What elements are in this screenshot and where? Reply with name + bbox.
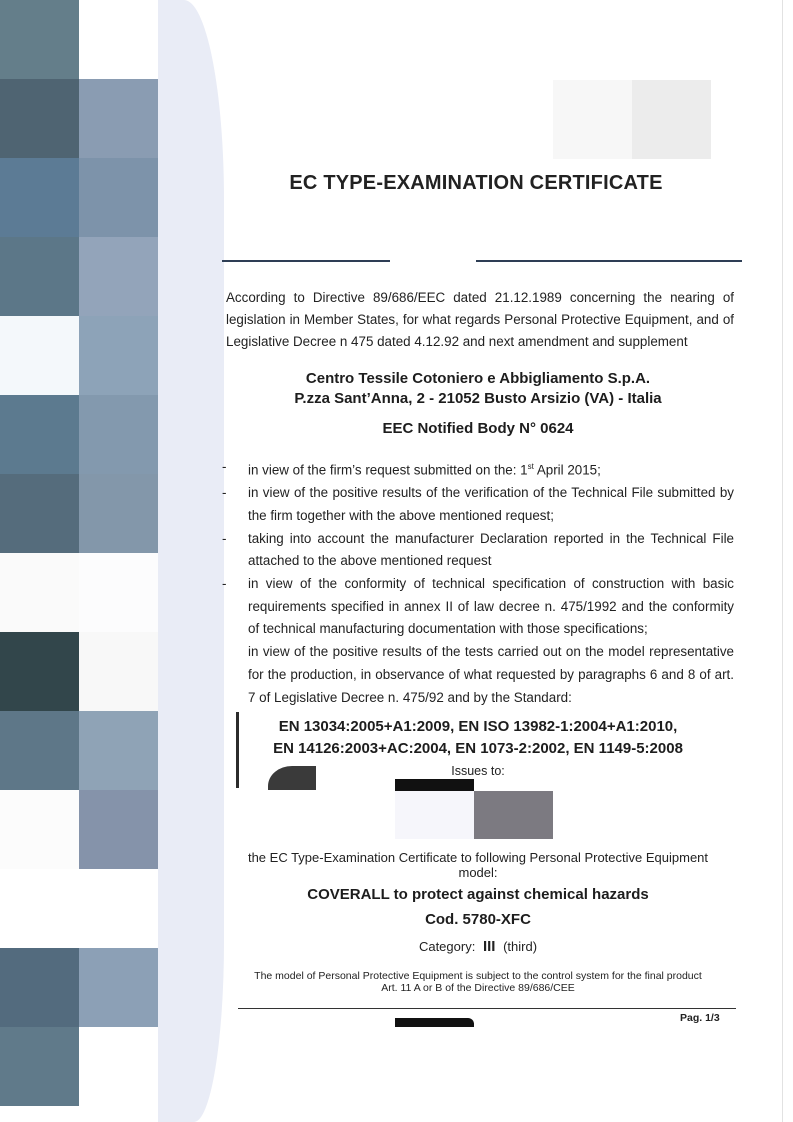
- clause-item: [222, 528, 734, 573]
- category-label: Category:: [418, 939, 476, 954]
- mosaic-tile: [79, 395, 158, 474]
- mosaic-tile: [0, 474, 79, 553]
- clause-dash: -: [222, 575, 227, 591]
- certificate-title: EC TYPE-EXAMINATION CERTIFICATE: [289, 172, 663, 194]
- clause-list: [222, 456, 734, 709]
- redaction-block: [395, 791, 474, 839]
- clause-item: [222, 482, 734, 527]
- mosaic-tile: [79, 316, 158, 395]
- mosaic-tile: [0, 869, 79, 948]
- category-line: [240, 938, 716, 955]
- standards-list: [240, 716, 716, 760]
- mosaic-tile: [79, 790, 158, 869]
- mosaic-tile: [0, 711, 79, 790]
- mosaic-tile: [0, 553, 79, 632]
- mosaic-tile: [79, 79, 158, 158]
- notified-body: EEC Notified Body N° 0624: [382, 420, 574, 437]
- standards-line: EN 13034:2005+A1:2009, EN ISO 13982-1:2004+A1:2010,: [278, 718, 678, 735]
- control-system-note: [236, 970, 720, 994]
- redaction-block: [632, 80, 711, 159]
- mosaic-tile: [0, 316, 79, 395]
- mosaic-tile: [0, 632, 79, 711]
- redaction-block: [395, 1018, 474, 1027]
- clause-text: April 2015;: [533, 462, 601, 478]
- mosaic-tile: [79, 237, 158, 316]
- mosaic-tile: [0, 1027, 79, 1106]
- mosaic-tile: [0, 79, 79, 158]
- title-rule-right: [476, 260, 742, 262]
- mosaic-tile: [79, 1027, 158, 1106]
- mosaic-tile: [0, 790, 79, 869]
- product-name: COVERALL to protect against chemical hazards: [307, 886, 649, 903]
- footnote-line: The model of Personal Protective Equipment is subject to the control system for the final product: [254, 970, 702, 982]
- issue-statement: the EC Type-Examination Certificate to following Personal Protective Equipment model:: [247, 850, 709, 880]
- redaction-block: [553, 80, 632, 159]
- page-number: Pag. 1/3: [680, 1012, 720, 1024]
- redaction-block: [395, 779, 474, 791]
- organization-block: [240, 369, 716, 409]
- redaction-block: [474, 791, 553, 839]
- issues-to-label: Issues to:: [451, 764, 505, 778]
- footnote-line: Art. 11 A or B of the Directive 89/686/CEE: [381, 982, 575, 994]
- clause-superscript: st: [527, 462, 534, 471]
- category-value: III: [482, 938, 496, 955]
- mosaic-tile: [79, 0, 158, 79]
- mosaic-tile: [79, 869, 158, 948]
- clause-text: in view of the positive results of the tests carried out on the model representative for the production, in observance of what requested by paragraphs 6 and 8 of art. 7 of Legislative Decree n. 475/92 and by the Standard:: [248, 644, 734, 705]
- mosaic-tile: [79, 474, 158, 553]
- mosaic-tile: [79, 553, 158, 632]
- clause-text: taking into account the manufacturer Declaration reported in the Technical File attached to the above mentioned request: [248, 530, 734, 569]
- mosaic-tile: [79, 711, 158, 790]
- mosaic-tile: [79, 948, 158, 1027]
- intro-paragraph: According to Directive 89/686/EEC dated 21.12.1989 concerning the nearing of legislation in Member States, for what regards Personal Protective Equipment, and of Legislative Decree n 475 dated 4.12.92 and next amendment and supplement: [226, 290, 734, 349]
- mosaic-tile: [0, 395, 79, 474]
- organization-name: Centro Tessile Cotoniero e Abbigliamento S.p.A.: [305, 370, 651, 387]
- scan-edge: [782, 0, 783, 1122]
- clause-item: [222, 456, 734, 482]
- mosaic-tile: [0, 237, 79, 316]
- product-code: Cod. 5780-XFC: [425, 911, 531, 928]
- category-note: (third): [503, 939, 538, 954]
- clause-item: [222, 641, 734, 709]
- margin-mark: [236, 712, 239, 788]
- clause-dash: -: [222, 530, 227, 546]
- mosaic-tile: [0, 948, 79, 1027]
- clause-text: in view of the positive results of the verification of the Technical File submitted by the firm together with the above mentioned request;: [248, 485, 734, 523]
- footer-rule: [238, 1008, 736, 1009]
- clause-dash: -: [222, 459, 227, 474]
- mosaic-tile: [79, 158, 158, 237]
- redaction-veil: [158, 0, 227, 1122]
- mosaic-tile: [79, 632, 158, 711]
- organization-address: P.zza Sant’Anna, 2 - 21052 Busto Arsizio (VA) - Italia: [294, 390, 662, 407]
- clause-text: in view of the firm’s request submitted on the: 1: [248, 462, 528, 478]
- mosaic-tile: [0, 158, 79, 237]
- clause-text: in view of the conformity of technical specification of construction with basic requirements specified in annex II of law decree n. 475/1992 and the conformity of technical manufacturing documentation with those specifications;: [248, 575, 734, 637]
- standards-line: EN 14126:2003+AC:2004, EN 1073-2:2002, EN 1149-5:2008: [273, 740, 683, 757]
- title-rule-left: [222, 260, 390, 262]
- clause-item: [222, 573, 734, 641]
- clause-dash: -: [222, 485, 227, 501]
- mosaic-tile: [0, 0, 79, 79]
